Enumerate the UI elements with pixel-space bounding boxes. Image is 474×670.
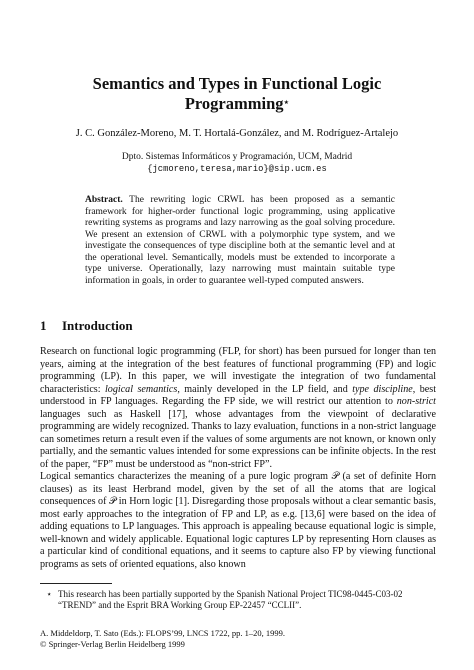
title-line-2: Programming [184,94,284,113]
p1-emph-type-discipline: type discipline [352,383,413,395]
publication-citation: A. Middeldorp, T. Sato (Eds.): FLOPS’99, LNCS 1722, pp. 1–20, 1999. [40,628,286,638]
section-number: 1 [40,318,47,333]
p2-program-symbol: 𝒫 [331,471,339,482]
p2-text-c: in Horn logic [1]. Disregarding those proposals without a clear semantic basis, most early approaches to the integration of FP and LP, as e.g. [13,6] were based on the idea of adding equations to LP languages. This approach is appealing because equational logic is simple, well-known and widely applicable. Equational logic captures LP by representing Horn clauses as a particular kind of conditional equations, and it seems to capture also FP by viewing functional programs as sets of oriented equations, also known [40,496,436,570]
p1-text-c: , best understood in FP languages. Regarding the FP side, we will restrict our attention to [40,383,436,407]
copyright-line: © Springer-Verlag Berlin Heidelberg 1999 [40,638,185,649]
paragraph-2 [40,471,436,571]
footnote [40,589,436,611]
abstract-label: Abstract. [85,195,123,205]
affiliation: Dpto. Sistemas Informáticos y Programación, UCM, Madrid [121,152,353,162]
affiliation-block [20,151,454,175]
p1-emph-non-strict: non-strict [396,396,436,407]
paragraph-1 [40,346,436,471]
footnote-divider [40,583,112,584]
title-line-1: Semantics and Types in Functional Logic [92,74,382,93]
p2-program-symbol-2: 𝒫 [108,496,117,507]
author-list: J. C. González-Moreno, M. T. Hortalá-González, and M. Rodríguez-Artalejo [75,128,399,139]
p1-text-a: Research on functional logic programming (FLP, for short) has been pursued for longer than ten years, aiming at the integration of the best features of functional programming (FP) and logic programming (LP). In this paper, we will investigate the integration of two fundamental characteristics: [40,346,436,395]
title-footnote-mark: ⋆ [283,97,290,107]
publication-info [40,628,436,649]
section-title: Introduction [62,318,133,333]
p1-text-d: languages such as Haskell [17], whose advantages from the viewpoint of declarative programming are widely recognized. Thanks to lazy evaluation, functions in a non-strict language can sometimes return a result even if the values of some arguments are not known, or known only partially, and the semantic values intended for some expressions can be infinite objects. In the rest of the paper, “FP” must be understood as “non-strict FP”. [40,408,436,470]
footnote-text: This research has been partially supported by the Spanish National Project TIC98-0445-C03-02 “TREND” and the Esprit BRA Working Group EP-22457 “CCLII”. [58,589,403,610]
p1-text-b: , mainly developed in the LP field, and [177,383,353,395]
section-heading [40,318,440,334]
paper-title [60,74,414,114]
p2-text-b: (a set of definite Horn clauses) as its least Herbrand model, given by the set of all the atoms that are logical consequences of [40,471,437,507]
author-emails: {jcmoreno,teresa,mario}@sip.ucm.es [147,164,327,174]
body-text [40,346,436,571]
footnote-mark: ⋆ [46,589,52,599]
abstract [85,195,395,287]
p2-text-a: Logical semantics characterizes the meaning of a pure logic program [40,471,332,482]
p1-emph-logical-semantics: logical semantics [105,383,178,395]
abstract-text: The rewriting logic CRWL has been proposed as a semantic framework for higher-order functional logic programming, using applicative rewriting systems as programs and lazy narrowing as the goal solving procedure. We present an extension of CRWL with a polymorphic type system, and we investigate the consequences of type discipline both at the semantic level and at the operational level. Semantically, models must be extended to incorporate a type universe. Operationally, lazy narrowing must maintain suitable type information in goals, in order to guarantee well-typed computed answers. [85,195,395,286]
